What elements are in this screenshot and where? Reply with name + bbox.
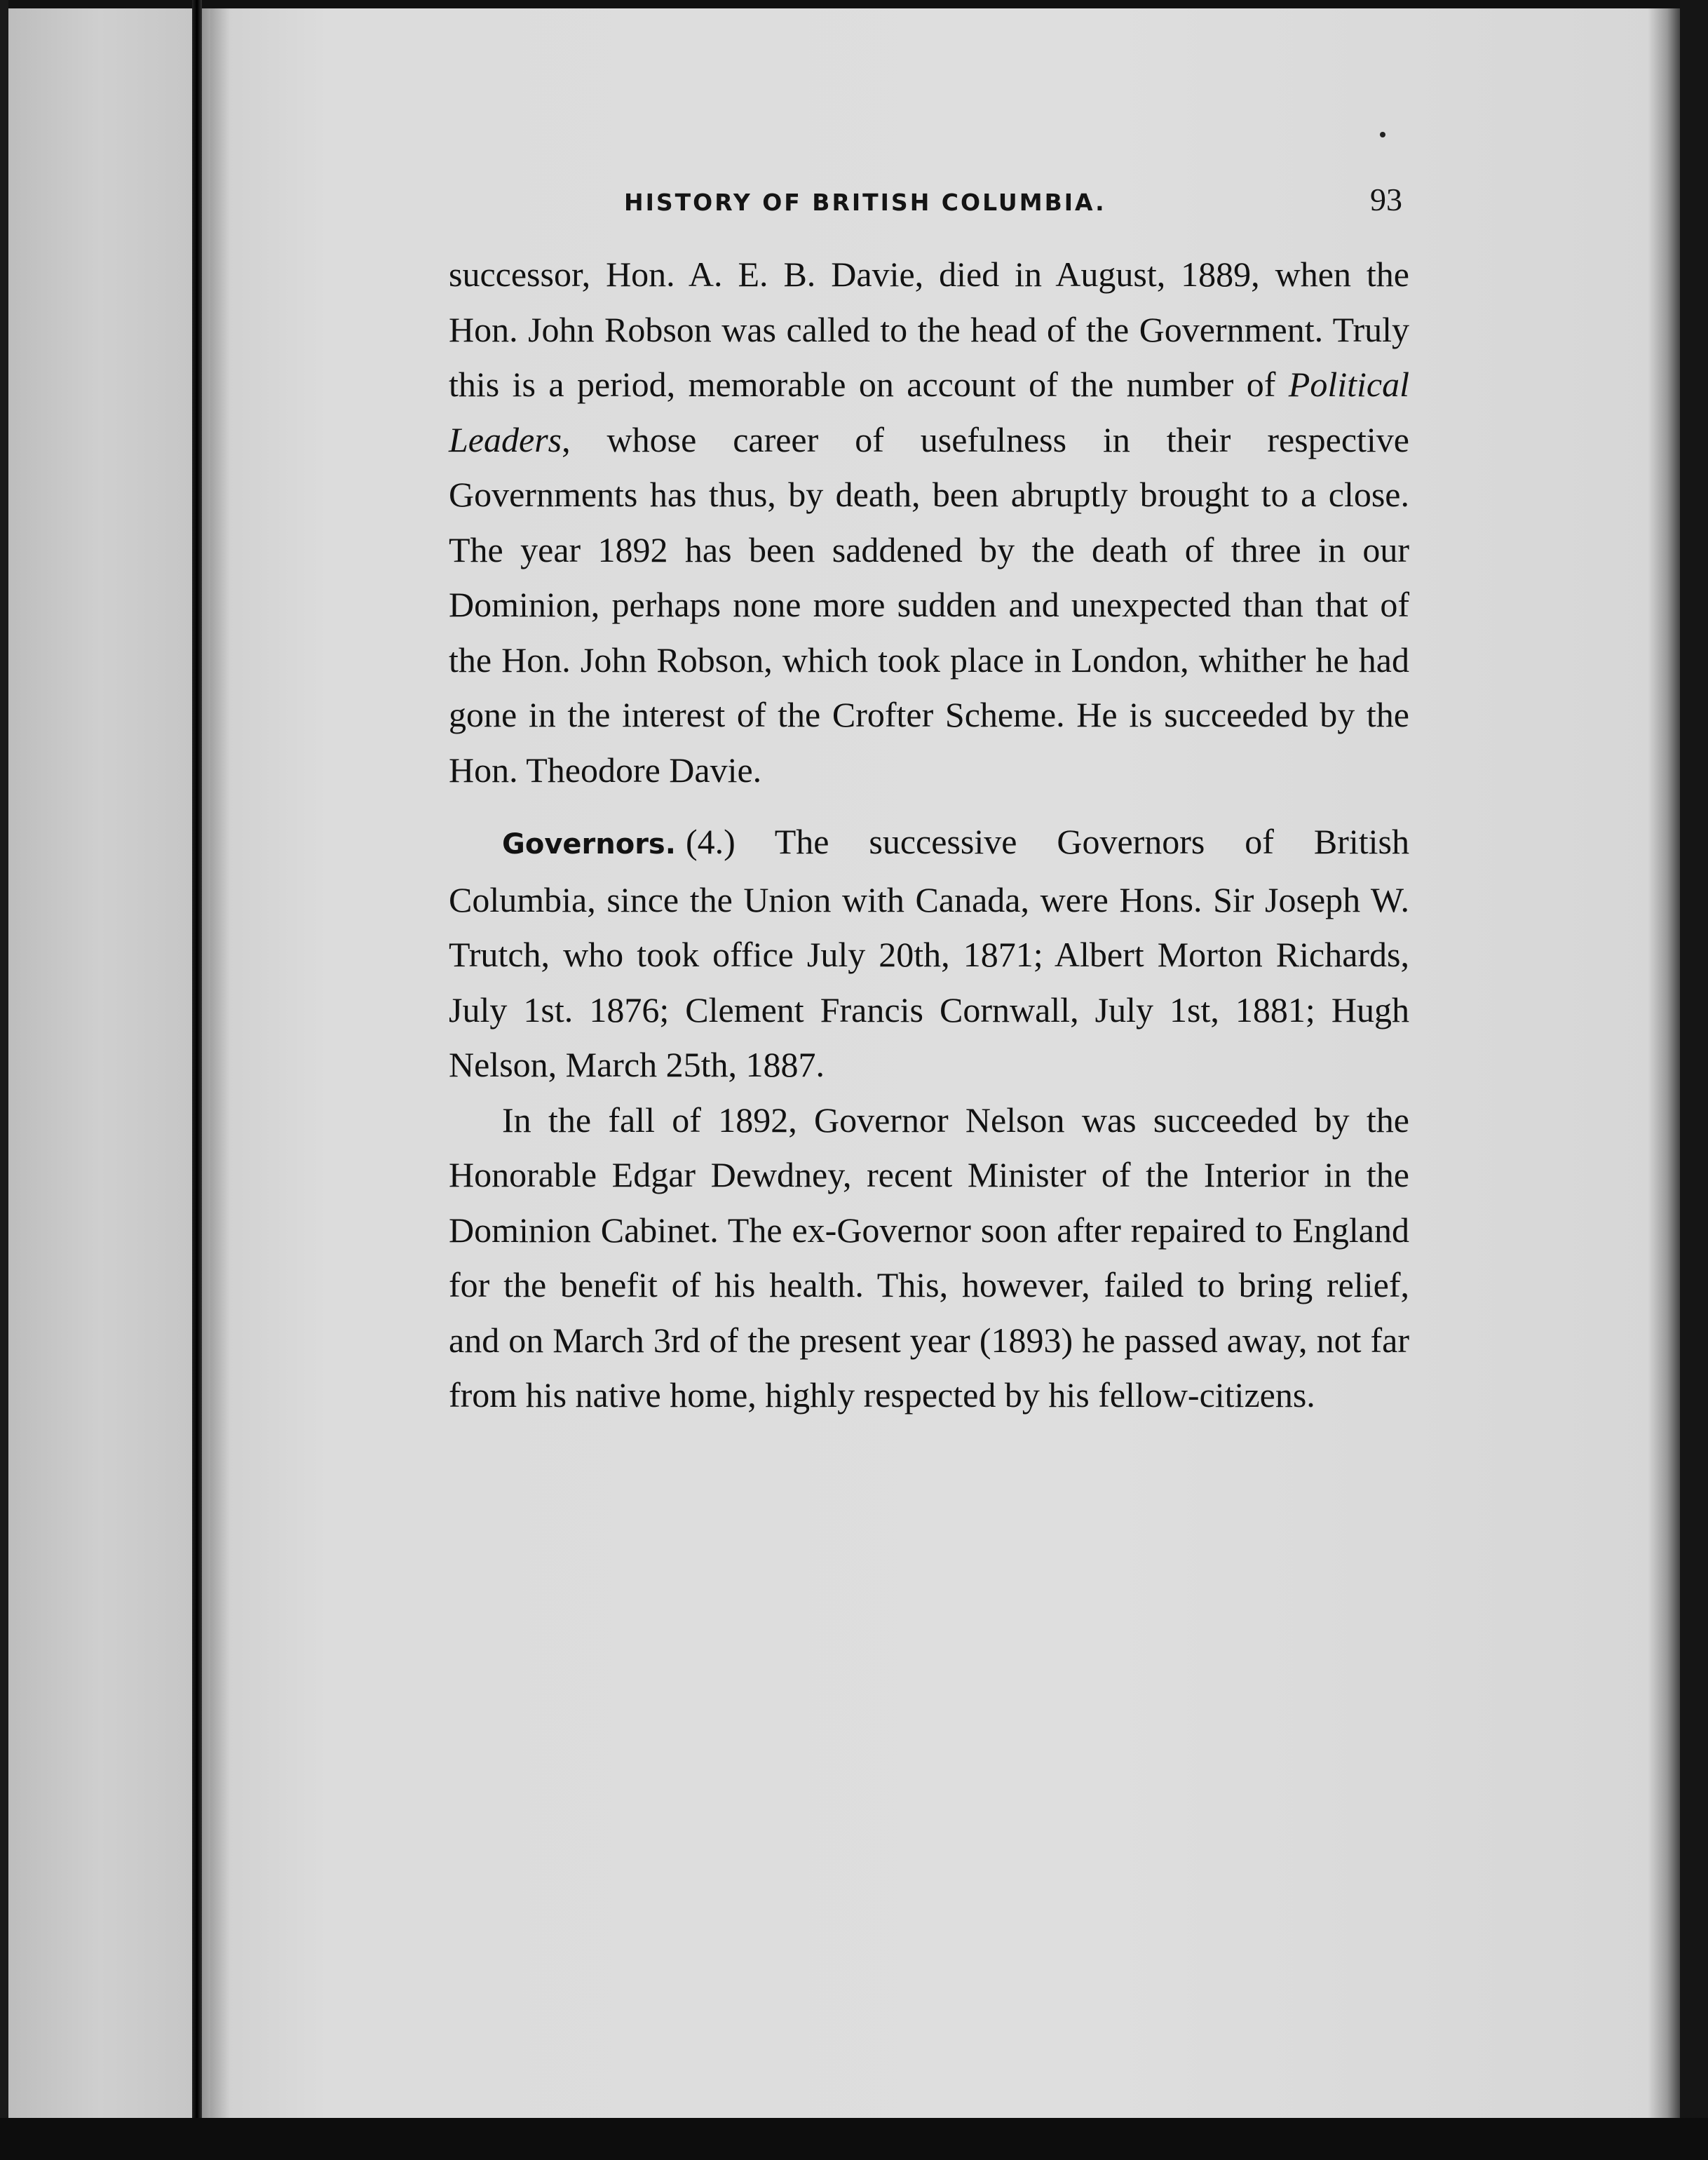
ink-speck xyxy=(1380,132,1385,137)
body-text xyxy=(449,247,1409,1423)
paragraph-text: , whose career of usefulness in their respective Governments has thus, by death, been abruptly brought to a close. The year 1892 has been saddened by the death of three in our Dominion, perhaps none more sudden and unexpected than that of the Hon. John Robson, which took place in London, whither he had gone in the interest of the Crofter Scheme. He is succeeded by the Hon. Theodore Davie. xyxy=(449,419,1409,790)
paragraph-nelson xyxy=(449,1093,1409,1423)
paragraph-text: (4.) The successive Governors of British Columbia, since the Union with Canada, were Hons. Sir Joseph W. Trutch, who took office July 20th, 1871; Albert Morton Richards, July 1st. 1876; Clement Francis Cornwall, July 1st, 1881; Hugh Nelson, March 25th, 1887. xyxy=(449,822,1409,1084)
scan-border-bottom xyxy=(0,2118,1708,2160)
running-title: HISTORY OF BRITISH COLUMBIA. xyxy=(624,189,1106,216)
paragraph-text: In the fall of 1892, Governor Nelson was succeeded by the Honorable Edgar Dewdney, recent Minister of the Interior in the Dominion Cabinet. The ex-Governor soon after repaired to England for the benefit of his health. This, however, failed to bring relief, and on March 3rd of the present year (1893) he passed away, not far from his native home, highly respected by his fellow-citizens. xyxy=(449,1100,1409,1415)
paragraph-gap xyxy=(449,797,1409,814)
paragraph-continuation xyxy=(449,247,1409,797)
paragraph-governors xyxy=(449,814,1409,1093)
book-gutter xyxy=(192,0,202,2118)
page-right-edge xyxy=(1648,8,1680,2118)
scan-border-right xyxy=(1680,0,1708,2160)
scan-border-left xyxy=(0,0,8,2160)
facing-page-edge xyxy=(8,8,192,2118)
scan-border-top xyxy=(0,0,1708,8)
running-head xyxy=(624,181,1402,217)
gutter-shadow xyxy=(202,8,230,2118)
page-number: 93 xyxy=(1370,182,1402,217)
paragraph-text: successor, Hon. A. E. B. Davie, died in August, 1889, when the Hon. John Robson was called to the head of the Government. Truly this is a period, memorable on account of the number of xyxy=(449,255,1409,404)
side-heading: Governors. xyxy=(502,828,676,860)
italic-phrase: Political Leaders xyxy=(449,365,1409,459)
